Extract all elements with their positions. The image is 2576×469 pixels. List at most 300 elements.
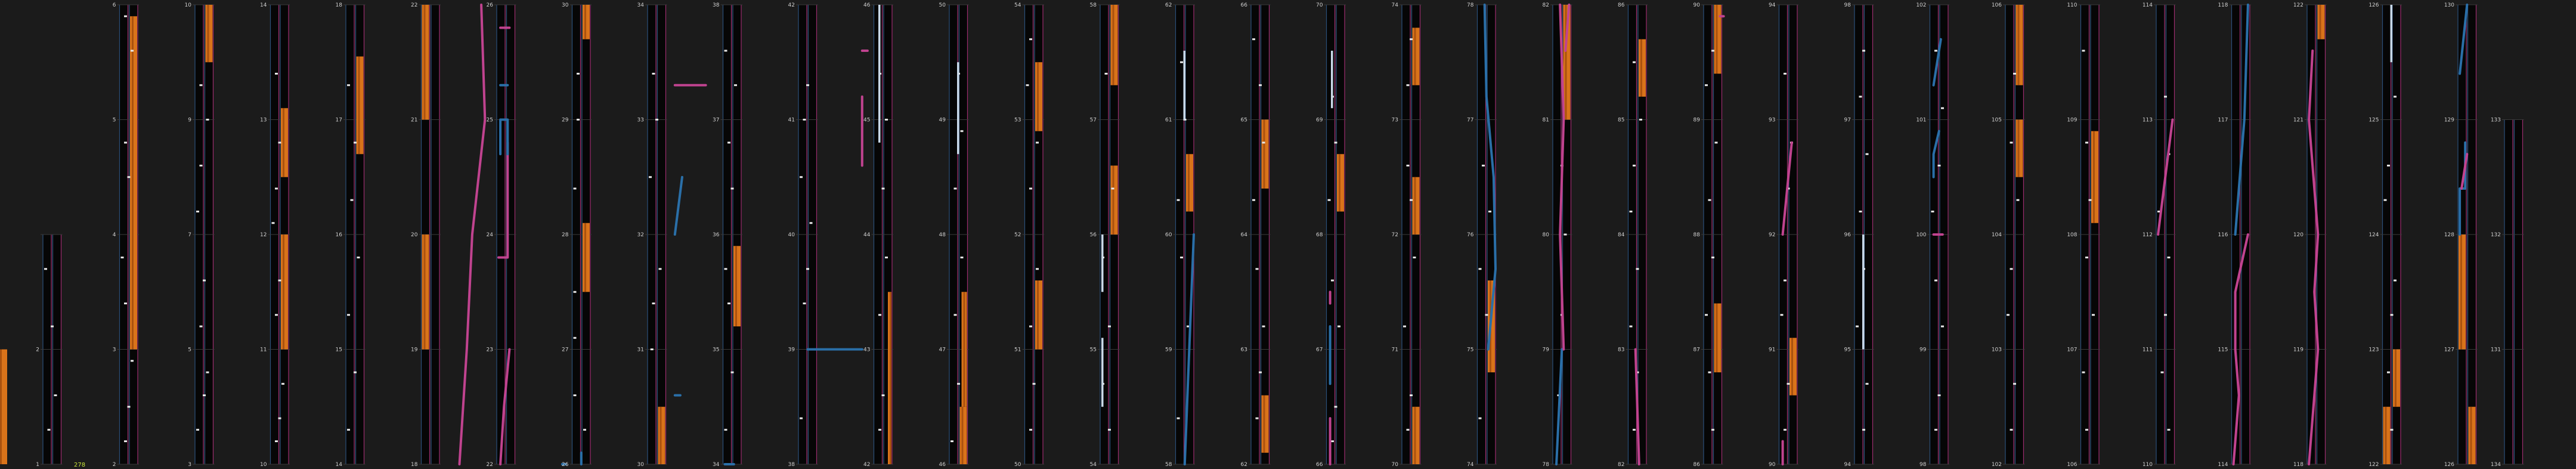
tap-note bbox=[1413, 257, 1416, 258]
beat-number: 39 bbox=[788, 347, 795, 353]
beat-number: 32 bbox=[637, 232, 644, 238]
beat-number: 35 bbox=[713, 347, 720, 353]
chart-column bbox=[336, 2, 366, 468]
beat-number: 21 bbox=[411, 117, 418, 124]
tap-note bbox=[1252, 199, 1255, 201]
beat-number: 50 bbox=[1014, 462, 1021, 468]
beat-number: 16 bbox=[335, 232, 342, 238]
chart-column bbox=[1090, 2, 1120, 468]
sustain-beam bbox=[1101, 338, 1104, 407]
hold-stripe bbox=[208, 5, 209, 62]
tap-note bbox=[649, 176, 652, 178]
chart-column bbox=[260, 2, 290, 468]
beat-number: 17 bbox=[335, 117, 342, 124]
tap-note bbox=[200, 326, 203, 328]
beat-number: 108 bbox=[2067, 232, 2077, 238]
beat-number: 83 bbox=[1618, 347, 1625, 353]
beat-number: 30 bbox=[637, 462, 644, 468]
beat-number: 60 bbox=[1165, 232, 1172, 238]
tap-note bbox=[882, 394, 885, 396]
tap-note bbox=[2010, 429, 2013, 431]
hold-stripe bbox=[1716, 5, 1718, 74]
beat-number: 48 bbox=[939, 232, 946, 238]
tap-note bbox=[1941, 326, 1944, 328]
beat-number: 18 bbox=[335, 2, 342, 8]
hold-stripe bbox=[584, 5, 586, 39]
tap-note bbox=[206, 119, 209, 121]
tap-note bbox=[1859, 96, 1862, 98]
beat-number: 28 bbox=[562, 232, 569, 238]
tap-note bbox=[2391, 314, 2394, 316]
beat-number: 82 bbox=[1542, 2, 1549, 8]
beat-number: 41 bbox=[788, 117, 795, 124]
tap-note bbox=[2082, 372, 2085, 374]
tap-note bbox=[583, 429, 586, 431]
chart-column bbox=[2368, 2, 2402, 468]
tap-note bbox=[577, 73, 580, 75]
chart-column bbox=[2491, 118, 2524, 468]
beat-number: 95 bbox=[1844, 347, 1851, 353]
tap-note bbox=[1705, 84, 1708, 86]
beat-number: 5 bbox=[112, 117, 116, 124]
beat-number: 78 bbox=[1542, 462, 1549, 468]
tap-note bbox=[2013, 383, 2016, 385]
hold-stripe bbox=[424, 234, 426, 350]
slide-pink bbox=[460, 5, 485, 464]
tap-note bbox=[2010, 268, 2013, 270]
tap-note bbox=[1633, 429, 1636, 431]
beat-number: 127 bbox=[2444, 347, 2454, 353]
beat-number: 43 bbox=[863, 347, 871, 353]
tap-note bbox=[734, 84, 737, 86]
beat-number: 84 bbox=[1618, 232, 1625, 238]
beat-number: 115 bbox=[2218, 347, 2228, 353]
sustain-beam bbox=[878, 5, 881, 143]
tap-note bbox=[1482, 165, 1485, 166]
beat-number: 76 bbox=[1467, 232, 1474, 238]
chart-column bbox=[788, 2, 871, 468]
tap-note bbox=[1262, 142, 1265, 144]
sustain-beam bbox=[957, 62, 959, 154]
tap-note bbox=[651, 348, 654, 350]
chart-column bbox=[1543, 2, 1572, 468]
beat-number: 31 bbox=[637, 347, 644, 353]
beat-number: 18 bbox=[411, 462, 418, 468]
tap-note bbox=[1941, 107, 1944, 109]
tap-note bbox=[2089, 199, 2092, 201]
hold-stripe bbox=[1037, 280, 1039, 350]
beat-number: 22 bbox=[486, 462, 493, 468]
tap-note bbox=[1036, 142, 1039, 144]
tap-note bbox=[2164, 314, 2167, 316]
chart-column bbox=[637, 2, 706, 468]
tap-note bbox=[351, 199, 354, 201]
hold-stripe bbox=[0, 350, 2, 465]
tap-note bbox=[2007, 314, 2010, 316]
beat-number: 94 bbox=[1844, 462, 1851, 468]
tap-note bbox=[810, 222, 813, 224]
tap-note bbox=[1036, 268, 1039, 270]
tap-note bbox=[128, 176, 131, 178]
beat-number: 86 bbox=[1693, 462, 1700, 468]
beat-number: 58 bbox=[1165, 462, 1172, 468]
hold-stripe bbox=[424, 5, 426, 120]
tap-note bbox=[124, 142, 127, 144]
beat-number: 46 bbox=[863, 2, 871, 8]
beat-number: 73 bbox=[1391, 117, 1398, 124]
beat-number: 90 bbox=[1769, 462, 1776, 468]
hold-stripe bbox=[1264, 396, 1265, 453]
tap-note bbox=[128, 406, 131, 408]
tap-note bbox=[203, 394, 206, 396]
hold-stripe bbox=[584, 223, 586, 292]
tap-note bbox=[800, 418, 803, 419]
beat-number: 94 bbox=[1769, 2, 1776, 8]
tap-note bbox=[354, 372, 357, 374]
chart-column bbox=[1241, 2, 1271, 468]
beat-number: 14 bbox=[335, 462, 342, 468]
beat-number: 123 bbox=[2368, 347, 2379, 353]
beat-number: 3 bbox=[112, 347, 116, 353]
tap-note bbox=[1862, 50, 1865, 52]
beat-number: 9 bbox=[188, 117, 191, 124]
beat-number: 54 bbox=[1014, 2, 1021, 8]
hold-stripe bbox=[1037, 62, 1039, 131]
beat-number: 52 bbox=[1014, 232, 1021, 238]
beat-number: 26 bbox=[562, 462, 569, 468]
tap-note bbox=[652, 73, 655, 75]
beat-number: 54 bbox=[1089, 462, 1097, 468]
tap-note bbox=[882, 188, 885, 190]
tap-note bbox=[1934, 280, 1937, 282]
beat-number: 78 bbox=[1467, 2, 1474, 8]
tap-note bbox=[1331, 440, 1334, 442]
tap-note bbox=[2391, 429, 2394, 431]
beat-number: 104 bbox=[1991, 232, 2002, 238]
tap-note bbox=[1410, 199, 1413, 201]
tap-note bbox=[574, 291, 577, 293]
tap-note bbox=[724, 268, 727, 270]
beat-number: 65 bbox=[1240, 117, 1247, 124]
beat-number: 122 bbox=[2368, 462, 2379, 468]
chart-column bbox=[2067, 2, 2100, 468]
beat-number: 82 bbox=[1618, 462, 1625, 468]
tap-note bbox=[275, 440, 278, 442]
beat-number: 53 bbox=[1014, 117, 1021, 124]
tap-note bbox=[1029, 326, 1032, 328]
beat-number: 97 bbox=[1844, 117, 1851, 124]
tap-note bbox=[957, 383, 960, 385]
tap-note bbox=[1630, 326, 1633, 328]
chart-column bbox=[411, 2, 485, 468]
tap-note bbox=[1252, 38, 1255, 40]
beat-number: 106 bbox=[1991, 2, 2002, 8]
beat-number: 90 bbox=[1693, 2, 1700, 8]
tap-note bbox=[1328, 199, 1331, 201]
beat-number: 70 bbox=[1391, 462, 1398, 468]
sustain-beam bbox=[1862, 234, 1865, 350]
tap-note bbox=[1859, 211, 1862, 212]
tap-note bbox=[659, 268, 662, 270]
tap-note bbox=[278, 142, 281, 144]
chart-column bbox=[185, 2, 215, 468]
tap-note bbox=[44, 268, 47, 270]
hold-stripe bbox=[1339, 154, 1340, 211]
hold-stripe bbox=[1414, 28, 1416, 85]
beat-number: 79 bbox=[1542, 347, 1549, 353]
tap-note bbox=[1331, 280, 1334, 282]
tap-note bbox=[1633, 165, 1636, 166]
tap-note bbox=[1934, 50, 1937, 52]
hold-stripe bbox=[283, 234, 284, 350]
hold-stripe bbox=[1414, 177, 1416, 234]
chart-column bbox=[2444, 2, 2478, 468]
hold-stripe bbox=[735, 246, 737, 326]
beat-number: 131 bbox=[2490, 347, 2501, 353]
sustain-beam bbox=[1101, 234, 1104, 292]
tap-note bbox=[574, 394, 577, 396]
beat-number: 58 bbox=[1089, 2, 1097, 8]
tap-note bbox=[954, 314, 957, 316]
tap-note bbox=[954, 188, 957, 190]
beat-number: 132 bbox=[2490, 232, 2501, 238]
tap-note bbox=[1029, 429, 1032, 431]
beat-number: 13 bbox=[260, 117, 267, 124]
chart-column bbox=[113, 2, 139, 468]
tap-note bbox=[1630, 211, 1633, 212]
chart-column bbox=[1916, 2, 1949, 468]
tap-note bbox=[2082, 50, 2085, 52]
hold-stripe bbox=[660, 407, 662, 464]
hold-stripe bbox=[2470, 407, 2472, 464]
hold-stripe bbox=[2460, 234, 2462, 350]
slide-blue bbox=[675, 177, 682, 234]
beat-number: 38 bbox=[713, 2, 720, 8]
beat-number: 92 bbox=[1769, 232, 1776, 238]
chart-column bbox=[562, 2, 592, 468]
beat-number: 72 bbox=[1391, 232, 1398, 238]
beat-number: 40 bbox=[788, 232, 795, 238]
beat-number: 77 bbox=[1467, 117, 1474, 124]
beat-number: 113 bbox=[2142, 117, 2153, 124]
tap-note bbox=[1026, 84, 1029, 86]
tap-note bbox=[272, 222, 275, 224]
tap-note bbox=[1711, 429, 1714, 431]
chart-column bbox=[1769, 2, 1798, 468]
tap-note bbox=[275, 73, 278, 75]
beat-number: 51 bbox=[1014, 347, 1021, 353]
tap-note bbox=[124, 303, 127, 304]
tap-note bbox=[1781, 314, 1784, 316]
tap-note bbox=[1108, 429, 1111, 431]
tap-note bbox=[1866, 153, 1869, 155]
tap-note bbox=[1866, 383, 1869, 385]
tap-note bbox=[1407, 429, 1410, 431]
tap-note bbox=[200, 165, 203, 166]
beat-number: 89 bbox=[1693, 117, 1700, 124]
lane bbox=[2515, 120, 2523, 465]
tap-note bbox=[347, 84, 350, 86]
beat-number: 118 bbox=[2293, 462, 2303, 468]
tap-note bbox=[803, 303, 806, 304]
tap-note bbox=[878, 314, 881, 316]
tap-note bbox=[2394, 280, 2397, 282]
tap-note bbox=[1639, 119, 1642, 121]
beat-number: 114 bbox=[2142, 2, 2153, 8]
hold-stripe bbox=[1640, 39, 1642, 97]
hold-stripe bbox=[283, 108, 284, 177]
tap-note bbox=[1256, 268, 1259, 270]
hold-stripe bbox=[2395, 350, 2397, 407]
chart-column bbox=[2293, 2, 2327, 468]
beat-number: 44 bbox=[863, 232, 871, 238]
beat-number: 112 bbox=[2142, 232, 2153, 238]
beat-number: 62 bbox=[1165, 2, 1172, 8]
chart-column bbox=[1316, 2, 1346, 468]
sustain-beam bbox=[2391, 5, 2393, 62]
hold-stripe bbox=[1565, 5, 1567, 120]
tap-note bbox=[2010, 142, 2013, 144]
tap-note bbox=[54, 394, 57, 396]
tap-note bbox=[1705, 314, 1708, 316]
tap-note bbox=[1784, 73, 1787, 75]
chart-column bbox=[1392, 2, 1422, 468]
beat-number: 62 bbox=[1240, 462, 1247, 468]
beat-number: 122 bbox=[2293, 2, 2303, 8]
beat-number: 3 bbox=[188, 462, 191, 468]
beat-number: 70 bbox=[1316, 2, 1323, 8]
chart-column bbox=[863, 2, 893, 468]
tap-note bbox=[806, 84, 809, 86]
tap-note bbox=[1938, 394, 1941, 396]
hold-stripe bbox=[132, 16, 134, 119]
tap-note bbox=[281, 383, 284, 385]
tap-note bbox=[357, 257, 360, 258]
beat-number: 36 bbox=[713, 232, 720, 238]
beat-number: 45 bbox=[863, 117, 871, 124]
tap-note bbox=[2387, 165, 2390, 166]
tap-note bbox=[1262, 326, 1265, 328]
beat-number: 126 bbox=[2444, 462, 2454, 468]
tap-note bbox=[1259, 84, 1262, 86]
beat-number: 56 bbox=[1089, 232, 1097, 238]
chart-column bbox=[1014, 2, 1044, 468]
beat-number: 80 bbox=[1542, 232, 1549, 238]
sustain-beam bbox=[1184, 51, 1186, 120]
tap-note bbox=[577, 119, 580, 121]
beat-number: 67 bbox=[1316, 347, 1323, 353]
beat-number: 61 bbox=[1165, 117, 1172, 124]
beat-number: 102 bbox=[1991, 462, 2002, 468]
beat-number: 98 bbox=[1844, 2, 1851, 8]
tap-note bbox=[206, 372, 209, 374]
tap-note bbox=[1403, 326, 1406, 328]
lane bbox=[2504, 120, 2513, 465]
hold-stripe bbox=[358, 57, 360, 155]
tap-note bbox=[2017, 199, 2020, 201]
tap-note bbox=[2168, 257, 2171, 258]
beat-number: 121 bbox=[2293, 117, 2303, 124]
beat-number: 12 bbox=[260, 232, 267, 238]
tap-note bbox=[1636, 268, 1639, 270]
beat-number: 110 bbox=[2067, 2, 2077, 8]
beat-number: 42 bbox=[863, 462, 871, 468]
chart-column bbox=[36, 234, 62, 468]
beat-number: 66 bbox=[1240, 2, 1247, 8]
beat-number: 107 bbox=[2067, 347, 2077, 353]
hold-stripe bbox=[2093, 131, 2095, 223]
tap-note bbox=[2168, 429, 2171, 431]
tap-note bbox=[1407, 165, 1410, 166]
beat-number: 105 bbox=[1991, 117, 2002, 124]
beat-number: 118 bbox=[2218, 2, 2228, 8]
tap-note bbox=[1784, 280, 1787, 282]
tap-note bbox=[1108, 326, 1111, 328]
beat-number: 85 bbox=[1618, 117, 1625, 124]
beat-number: 133 bbox=[2490, 117, 2501, 124]
beat-number: 11 bbox=[260, 347, 267, 353]
tap-note bbox=[275, 188, 278, 190]
tap-note bbox=[1862, 429, 1865, 431]
beat-number: 103 bbox=[1991, 347, 2002, 353]
beat-number: 98 bbox=[1919, 462, 1927, 468]
beat-number: 102 bbox=[1916, 2, 1927, 8]
beat-number: 5 bbox=[188, 347, 191, 353]
tap-note bbox=[806, 268, 809, 270]
beat-number: 106 bbox=[2067, 462, 2077, 468]
beat-number: 71 bbox=[1391, 347, 1398, 353]
beat-number: 126 bbox=[2368, 2, 2379, 8]
beat-number: 42 bbox=[788, 2, 795, 8]
beat-number: 66 bbox=[1316, 462, 1323, 468]
beat-number: 38 bbox=[788, 462, 795, 468]
tap-note bbox=[950, 440, 953, 442]
beat-number: 47 bbox=[939, 347, 946, 353]
hold-stripe bbox=[2385, 407, 2387, 464]
tap-note bbox=[1335, 406, 1337, 408]
beat-number: 81 bbox=[1542, 117, 1549, 124]
hold-stripe bbox=[1716, 304, 1718, 373]
tap-note bbox=[1787, 383, 1790, 385]
beat-number: 37 bbox=[713, 117, 720, 124]
tap-note bbox=[800, 176, 803, 178]
tap-note bbox=[347, 314, 350, 316]
tap-note bbox=[1335, 142, 1337, 144]
tap-note bbox=[51, 326, 54, 328]
tap-note bbox=[1337, 326, 1340, 328]
tap-note bbox=[2085, 429, 2088, 431]
beat-number: 29 bbox=[562, 117, 569, 124]
tap-note bbox=[1407, 84, 1410, 86]
beat-number: 117 bbox=[2218, 117, 2228, 124]
chart-column bbox=[1467, 2, 1497, 468]
tap-note bbox=[574, 337, 577, 339]
beat-number: 1 bbox=[36, 462, 39, 468]
beat-number: 100 bbox=[1916, 232, 1927, 238]
tap-note bbox=[1715, 142, 1718, 144]
beat-number: 7 bbox=[188, 232, 191, 238]
beat-number: 88 bbox=[1693, 232, 1700, 238]
chart-column bbox=[939, 2, 969, 468]
beat-number: 15 bbox=[335, 347, 342, 353]
beat-number: 26 bbox=[486, 2, 493, 8]
chart-column bbox=[713, 2, 742, 468]
tap-note bbox=[196, 211, 199, 212]
hold-stripe bbox=[1264, 120, 1265, 189]
hold-stripe bbox=[964, 292, 965, 407]
tap-note bbox=[1711, 50, 1714, 52]
beat-number: 86 bbox=[1618, 2, 1625, 8]
